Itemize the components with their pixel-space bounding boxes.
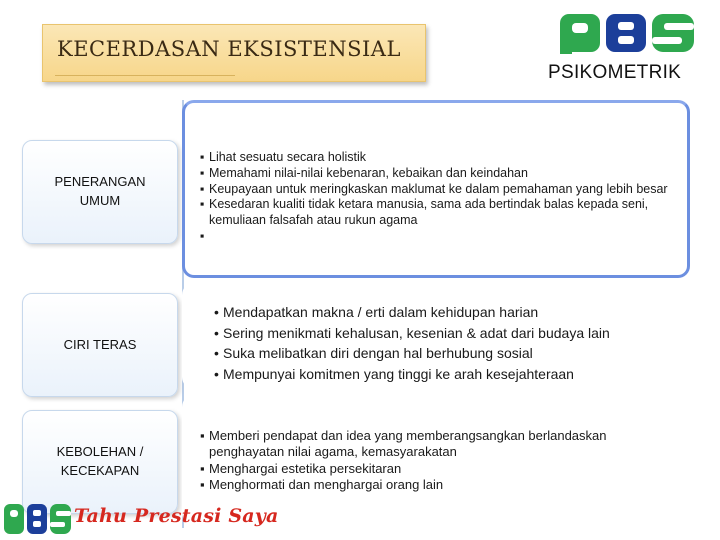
pbs-logo-icon [560, 12, 700, 56]
list-item: • Sering menikmati kehalusan, kesenian & adat dari budaya lain [214, 324, 610, 341]
list-item: ▪ Keupayaan untuk meringkaskan maklumat ke dalam pemahaman yang lebih besar [200, 181, 668, 196]
list-item: ▪ Menghargai estetika persekitaran [200, 460, 402, 476]
row-label-penerangan-umum [22, 140, 178, 244]
slide-title: KECERDASAN EKSISTENSIAL [57, 37, 401, 61]
title-underline [55, 75, 235, 76]
list-item: ▪ Memberi pendapat dan idea yang memberangsangkan berlandaskan penghayatan nilai agama, kemasyarakatan [200, 428, 607, 460]
pbs-footer-logo-icon [4, 500, 72, 538]
slide-title-box [42, 24, 426, 82]
bullet-list-ciri-teras [214, 302, 684, 384]
list-item: ▪ Kesedaran kualiti tidak ketara manusia, sama ada bertindak balas kepada seni, kemuliaan falsafah atau rukun agama [200, 197, 649, 228]
bullet-list-penerangan-umum: ▪ Lihat sesuatu secara holistik ▪ Memahami nilai-nilai kebenaran, kebaikan dan keindahan ▪ Keupayaan untuk meringkaskan maklumat ke dalam pemahaman yang lebih besar ▪ Kesedaran kualiti tidak ketara manusia, sama ada bertindak balas kepada seni, kemuliaan falsafah atau rukun agama ▪ [200, 150, 680, 229]
list-item: ▪ Menghormati dan menghargai orang lain [200, 477, 444, 493]
row-label-text: CIRI TERAS [63, 336, 137, 352]
list-item: • Suka melibatkan diri dengan hal berhubung sosial [214, 345, 533, 361]
list-item: • Mendapatkan makna / erti dalam kehidupan harian [214, 304, 539, 320]
row-label-kebolehan-kecekapan [22, 410, 178, 514]
row-label-ciri-teras [22, 293, 178, 397]
list-item: ▪ Lihat sesuatu secara holistik [200, 150, 367, 164]
row-label-text: KEBOLEHAN / KECEKAPAN [56, 444, 144, 478]
list-item: ▪ Memahami nilai-nilai kebenaran, kebaikan dan keindahan [200, 165, 528, 180]
bullet-list-kebolehan-kecekapan [200, 428, 680, 494]
tagline: Tahu Prestasi Saya [74, 505, 279, 527]
logo-subtitle: PSIKOMETRIK [548, 62, 682, 83]
list-item: • Mempunyai komitmen yang tinggi ke arah kesejahteraan [214, 365, 574, 382]
row-label-text: PENERANGAN UMUM [54, 174, 146, 208]
